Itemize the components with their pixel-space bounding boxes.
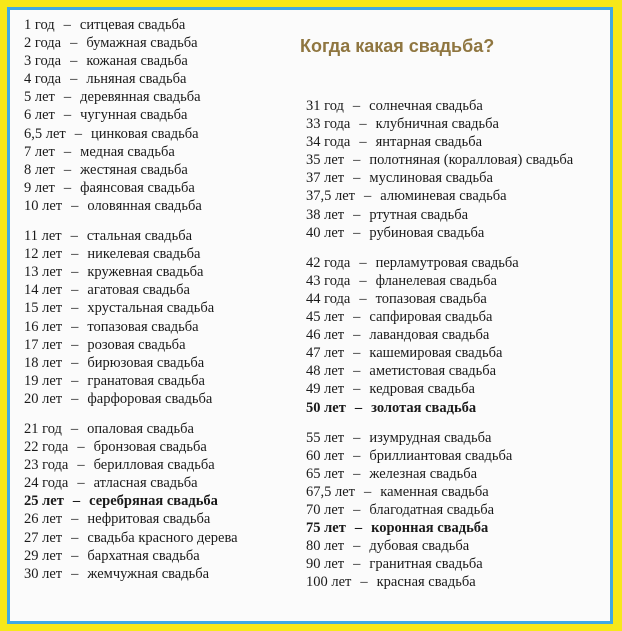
- anniversary-name: жемчужная свадьба: [87, 565, 210, 582]
- dash: –: [71, 300, 79, 317]
- dash: –: [71, 565, 79, 582]
- dash: –: [70, 35, 78, 52]
- dash: –: [63, 143, 72, 160]
- dash: –: [353, 345, 361, 362]
- years: 1 год: [24, 17, 55, 33]
- years: 90 лет: [306, 556, 345, 573]
- list-item: [24, 143, 238, 161]
- years: 24 года: [24, 475, 69, 492]
- dash: –: [353, 381, 361, 398]
- list-item: [24, 106, 238, 124]
- anniversary-name: золотая свадьба: [371, 399, 477, 416]
- years: 6,5 лет: [24, 125, 66, 142]
- list-item: [306, 97, 573, 115]
- dash: –: [71, 282, 79, 299]
- years: 8 лет: [24, 161, 55, 178]
- anniversary-name: аметистовая свадьба: [369, 363, 497, 380]
- anniversary-name: гранитная свадьба: [369, 556, 483, 573]
- dash: –: [74, 125, 83, 142]
- dash: –: [359, 134, 367, 151]
- list-item: [24, 510, 238, 528]
- years: 21 год: [24, 420, 62, 437]
- anniversary-name: топазовая свадьба: [87, 318, 199, 335]
- list-item: [24, 354, 238, 372]
- years: 13 лет: [24, 264, 63, 281]
- list-item: [24, 420, 238, 438]
- years: 55 лет: [306, 429, 345, 446]
- anniversary-name: коронная свадьба: [371, 520, 489, 537]
- years: 75 лет: [306, 520, 346, 537]
- anniversary-name: оловянная свадьба: [87, 197, 202, 214]
- list-item: [306, 133, 573, 151]
- years: 60 лет: [306, 447, 345, 464]
- dash: –: [353, 429, 361, 446]
- list-item: [24, 227, 238, 245]
- anniversary-name: клубничная свадьба: [375, 116, 499, 133]
- dash: –: [360, 574, 368, 591]
- years: 27 лет: [24, 529, 63, 546]
- years: 5 лет: [24, 89, 55, 106]
- list-item: [306, 308, 573, 326]
- anniversary-name: берилловая свадьба: [93, 457, 215, 474]
- list-item: [306, 206, 573, 224]
- anniversary-name: изумрудная свадьба: [369, 429, 492, 446]
- anniversary-name: лавандовая свадьба: [369, 327, 490, 344]
- dash: –: [354, 399, 363, 416]
- left-anniversary-list: [24, 16, 238, 583]
- list-item: [306, 290, 573, 308]
- years: 20 лет: [24, 390, 63, 407]
- dash: –: [77, 439, 85, 456]
- list-item-highlighted: [24, 492, 238, 510]
- list-item: [24, 438, 238, 456]
- anniversary-name: ртутная свадьба: [369, 206, 469, 223]
- list-item: [306, 169, 573, 187]
- list-item: [24, 88, 238, 106]
- anniversary-name: медная свадьба: [80, 143, 175, 160]
- list-item: [306, 483, 573, 501]
- list-item: [306, 344, 573, 362]
- list-item: [24, 318, 238, 336]
- anniversary-name: кружевная свадьба: [87, 264, 204, 281]
- list-item: [306, 362, 573, 380]
- years: 19 лет: [24, 372, 63, 389]
- list-item: [24, 565, 238, 583]
- dash: –: [359, 290, 367, 307]
- list-item: [306, 537, 573, 555]
- list-item: [306, 187, 573, 205]
- dash: –: [77, 457, 85, 474]
- anniversary-name: перламутровая свадьба: [375, 254, 519, 271]
- years: 9 лет: [24, 179, 55, 196]
- dash: –: [352, 98, 361, 114]
- years: 14 лет: [24, 282, 63, 299]
- years: 6 лет: [24, 107, 55, 124]
- anniversary-name: ситцевая свадьба: [79, 17, 186, 33]
- list-item: [306, 465, 573, 483]
- dash: –: [353, 556, 361, 573]
- years: 100 лет: [306, 574, 352, 591]
- dash: –: [63, 179, 72, 196]
- anniversary-name: дубовая свадьба: [369, 538, 470, 555]
- right-anniversary-list: [306, 97, 573, 591]
- dash: –: [353, 465, 361, 482]
- years: 15 лет: [24, 300, 63, 317]
- anniversary-name: бирюзовая свадьба: [87, 354, 205, 371]
- dash: –: [70, 420, 79, 437]
- anniversary-name: красная свадьба: [376, 574, 476, 591]
- anniversary-name: розовая свадьба: [87, 336, 186, 353]
- list-item: [24, 179, 238, 197]
- list-item: [306, 501, 573, 519]
- anniversary-name: фарфоровая свадьба: [87, 390, 213, 407]
- dash: –: [353, 152, 361, 169]
- years: 50 лет: [306, 399, 346, 416]
- dash: –: [63, 17, 71, 33]
- anniversary-name: кожаная свадьба: [86, 53, 188, 70]
- anniversary-name: солнечная свадьба: [369, 98, 483, 114]
- dash: –: [71, 354, 79, 371]
- anniversary-name: льняная свадьба: [86, 71, 187, 88]
- years: 47 лет: [306, 345, 345, 362]
- dash: –: [353, 538, 361, 555]
- anniversary-name: благодатная свадьба: [369, 501, 495, 518]
- blue-border: [7, 7, 613, 624]
- years: 12 лет: [24, 246, 63, 263]
- years: 31 год: [306, 98, 344, 114]
- years: 30 лет: [24, 565, 63, 582]
- years: 70 лет: [306, 501, 345, 518]
- years: 34 года: [306, 134, 351, 151]
- list-item: [24, 161, 238, 179]
- dash: –: [70, 53, 78, 70]
- anniversary-name: опаловая свадьба: [87, 420, 194, 437]
- dash: –: [71, 390, 79, 407]
- page-title: Когда какая свадьба?: [300, 36, 495, 56]
- list-item: [24, 197, 238, 215]
- anniversary-name: никелевая свадьба: [87, 246, 201, 263]
- anniversary-name: цинковая свадьба: [91, 125, 199, 142]
- anniversary-name: чугунная свадьба: [80, 107, 188, 124]
- list-item: [306, 224, 573, 242]
- anniversary-name: атласная свадьба: [93, 475, 198, 492]
- anniversary-name: бумажная свадьба: [86, 35, 198, 52]
- list-item: [24, 336, 238, 354]
- anniversary-name: топазовая свадьба: [375, 290, 487, 307]
- dash: –: [71, 529, 79, 546]
- dash: –: [364, 483, 372, 500]
- dash: –: [359, 116, 367, 133]
- years: 25 лет: [24, 493, 64, 510]
- list-item-highlighted: [306, 399, 573, 417]
- list-item: [24, 299, 238, 317]
- years: 40 лет: [306, 224, 345, 241]
- list-item: [24, 529, 238, 547]
- list-item: [306, 326, 573, 344]
- list-item: [24, 547, 238, 565]
- years: 38 лет: [306, 206, 345, 223]
- anniversary-name: агатовая свадьба: [87, 282, 190, 299]
- anniversary-name: нефритовая свадьба: [87, 511, 211, 528]
- dash: –: [353, 224, 361, 241]
- years: 26 лет: [24, 511, 63, 528]
- years: 35 лет: [306, 152, 345, 169]
- list-item: [306, 447, 573, 465]
- dash: –: [353, 363, 361, 380]
- list-item: [306, 272, 573, 290]
- years: 17 лет: [24, 336, 63, 353]
- anniversary-name: рубиновая свадьба: [369, 224, 485, 241]
- years: 44 года: [306, 290, 351, 307]
- years: 4 года: [24, 71, 62, 88]
- anniversary-name: бронзовая свадьба: [93, 439, 207, 456]
- years: 23 года: [24, 457, 69, 474]
- years: 49 лет: [306, 381, 345, 398]
- dash: –: [353, 447, 361, 464]
- anniversary-name: деревянная свадьба: [80, 89, 201, 106]
- list-item-highlighted: [306, 519, 573, 537]
- anniversary-name: кашемировая свадьба: [369, 345, 503, 362]
- list-item: [24, 372, 238, 390]
- years: 37,5 лет: [306, 188, 356, 205]
- dash: –: [353, 170, 361, 187]
- years: 29 лет: [24, 547, 63, 564]
- dash: –: [71, 547, 79, 564]
- list-item: [24, 52, 238, 70]
- years: 37 лет: [306, 170, 345, 187]
- dash: –: [71, 264, 79, 281]
- dash: –: [353, 501, 361, 518]
- list-item: [24, 16, 238, 34]
- list-item: [306, 115, 573, 133]
- years: 45 лет: [306, 309, 345, 326]
- list-item: [24, 70, 238, 88]
- list-item: [306, 573, 573, 591]
- anniversary-sheet: [10, 10, 610, 621]
- list-item: [306, 429, 573, 447]
- years: 42 года: [306, 254, 351, 271]
- list-item: [24, 456, 238, 474]
- anniversary-name: каменная свадьба: [380, 483, 489, 500]
- years: 18 лет: [24, 354, 63, 371]
- dash: –: [71, 197, 79, 214]
- dash: –: [353, 327, 361, 344]
- years: 33 года: [306, 116, 351, 133]
- years: 48 лет: [306, 363, 345, 380]
- anniversary-name: хрустальная свадьба: [87, 300, 215, 317]
- years: 67,5 лет: [306, 483, 356, 500]
- anniversary-name: муслиновая свадьба: [369, 170, 493, 187]
- anniversary-name: янтарная свадьба: [375, 134, 483, 151]
- dash: –: [359, 254, 367, 271]
- years: 46 лет: [306, 327, 345, 344]
- years: 2 года: [24, 35, 62, 52]
- anniversary-name: бархатная свадьба: [87, 547, 200, 564]
- dash: –: [70, 228, 78, 245]
- dash: –: [71, 372, 79, 389]
- years: 16 лет: [24, 318, 63, 335]
- dash: –: [353, 206, 361, 223]
- dash: –: [71, 511, 79, 528]
- dash: –: [359, 272, 367, 289]
- anniversary-name: стальная свадьба: [86, 228, 193, 245]
- anniversary-name: бриллиантовая свадьба: [369, 447, 513, 464]
- anniversary-name: сапфировая свадьба: [369, 309, 493, 326]
- list-item: [24, 245, 238, 263]
- dash: –: [70, 71, 78, 88]
- list-item: [24, 281, 238, 299]
- anniversary-name: фаянсовая свадьба: [80, 179, 195, 196]
- dash: –: [71, 336, 79, 353]
- list-item: [24, 263, 238, 281]
- list-item: [306, 254, 573, 272]
- years: 7 лет: [24, 143, 55, 160]
- dash: –: [63, 107, 72, 124]
- anniversary-name: железная свадьба: [369, 465, 478, 482]
- anniversary-name: свадьба красного дерева: [87, 529, 238, 546]
- anniversary-name: полотняная (коралловая) свадьба: [369, 152, 574, 169]
- dash: –: [77, 475, 85, 492]
- anniversary-name: фланелевая свадьба: [375, 272, 497, 289]
- years: 3 года: [24, 53, 62, 70]
- dash: –: [353, 309, 361, 326]
- years: 43 года: [306, 272, 351, 289]
- list-item: [24, 390, 238, 408]
- dash: –: [71, 318, 79, 335]
- dash: –: [354, 520, 363, 537]
- years: 10 лет: [24, 197, 63, 214]
- anniversary-name: серебряная свадьба: [89, 493, 218, 510]
- dash: –: [71, 246, 79, 263]
- anniversary-name: жестяная свадьба: [80, 161, 188, 178]
- anniversary-name: алюминевая свадьба: [380, 188, 507, 205]
- years: 22 года: [24, 439, 69, 456]
- dash: –: [63, 89, 72, 106]
- list-item: [24, 125, 238, 143]
- list-item: [306, 151, 573, 169]
- years: 65 лет: [306, 465, 345, 482]
- list-item: [24, 474, 238, 492]
- dash: –: [63, 161, 72, 178]
- list-item: [306, 380, 573, 398]
- list-item: [24, 34, 238, 52]
- years: 11 лет: [24, 228, 62, 245]
- dash: –: [72, 493, 81, 510]
- years: 80 лет: [306, 538, 345, 555]
- dash: –: [364, 188, 372, 205]
- list-item: [306, 555, 573, 573]
- anniversary-name: кедровая свадьба: [369, 381, 475, 398]
- anniversary-name: гранатовая свадьба: [87, 372, 205, 389]
